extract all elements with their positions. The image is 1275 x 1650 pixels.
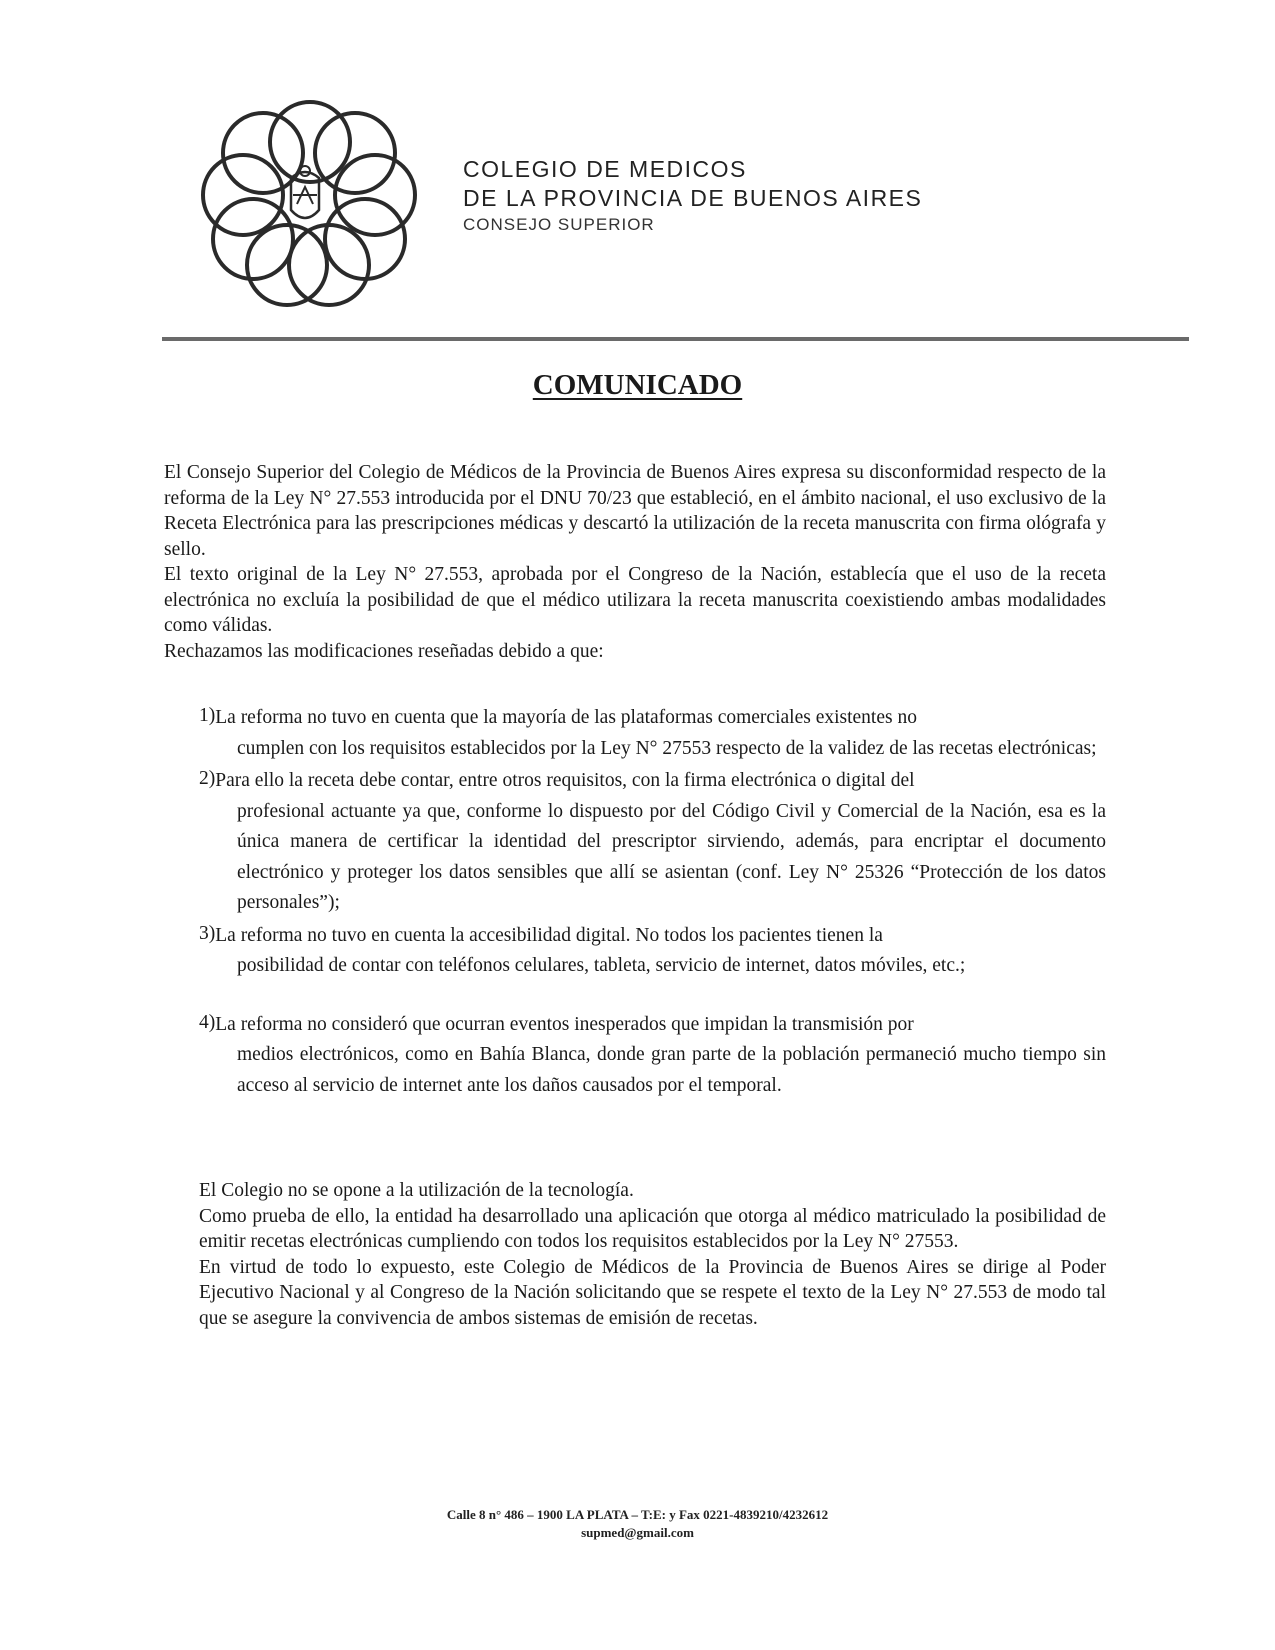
list-item-number: 2)	[199, 768, 216, 789]
list-item	[199, 766, 1106, 919]
org-subtitle: CONSEJO SUPERIOR	[463, 215, 655, 234]
list-item-text: cumplen con los requisitos establecidos por la Ley N° 27553 respecto de la validez de las recetas electrónicas;	[237, 737, 1097, 759]
document-title: COMUNICADO	[532, 369, 743, 401]
list-item-number: 3)	[199, 922, 216, 944]
header-divider	[162, 337, 1189, 341]
closing-paragraph-2: Como prueba de ello, la entidad ha desarrollado una aplicación que otorga al médico matriculado la posibilidad de emitir recetas electrónicas cumpliendo con todos los requisitos establecidos por la Ley N° 27553.	[199, 1205, 1106, 1252]
list-item-number: 1)	[199, 705, 216, 726]
list-item-text: posibilidad de contar con teléfonos celulares, tableta, servicio de internet, datos móviles, etc.;	[237, 955, 966, 976]
list-item-lead: La reforma no tuvo en cuenta la accesibilidad digital. No todos los pacientes tienen la	[215, 924, 883, 946]
list-item-number: 4)	[199, 1011, 216, 1033]
list-item-text: profesional actuante ya que, conforme lo dispuesto por del Código Civil y Comercial de la Nación, esa es la única manera de certificar la identidad del prescriptor sirviendo, además, para encriptar el documento electrónico y proteger los datos sensibles que allí se asientan (conf. Ley N° 25326 “Protección de los datos personales”);	[237, 800, 1106, 913]
shield-emblem-icon	[291, 166, 319, 218]
list-item-lead: La reforma no consideró que ocurran eventos inesperados que impidan la transmisión por	[215, 1013, 914, 1035]
list-item-lead: Para ello la receta debe contar, entre otros requisitos, con la firma electrónica o digital del	[215, 770, 915, 791]
reasons-list	[199, 703, 1106, 1103]
list-item	[199, 1010, 1106, 1102]
intro-paragraph-1: El Consejo Superior del Colegio de Médicos de la Provincia de Buenos Aires expresa su disconformidad respecto de la reforma de la Ley N° 27.553 introducida por el DNU 70/23 que estableció, en el ámbito nacional, el uso exclusivo de la Receta Electrónica para las prescripciones médicas y descartó la utilización de la receta manuscrita con firma ológrafa y sello.	[164, 462, 1106, 560]
intro-paragraph-3: Rechazamos las modificaciones reseñadas debido a que:	[164, 640, 604, 662]
intro-section	[164, 460, 1106, 664]
list-item-text: medios electrónicos, como en Bahía Blanca, donde gran parte de la población permaneció mucho tiempo sin acceso al servicio de internet ante los daños causados por el temporal.	[237, 1044, 1106, 1096]
organization-name	[463, 155, 922, 237]
list-item	[199, 921, 1106, 982]
footer	[0, 1506, 1275, 1542]
list-item	[199, 703, 1106, 764]
footer-email: supmed@gmail.com	[581, 1525, 694, 1540]
org-name-line2: DE LA PROVINCIA DE BUENOS AIRES	[463, 185, 923, 211]
footer-address: Calle 8 n° 486 – 1900 LA PLATA – T:E: y Fax 0221-4839210/4232612	[446, 1507, 829, 1522]
org-name-line1: COLEGIO DE MEDICOS	[463, 156, 747, 182]
closing-paragraph-3: En virtud de todo lo expuesto, este Colegio de Médicos de la Provincia de Buenos Aires se dirige al Poder Ejecutivo Nacional y al Congreso de la Nación solicitando que se respete el texto de la Ley N° 27.553 de modo tal que se asegure la convivencia de ambos sistemas de emisión de recetas.	[199, 1256, 1106, 1329]
closing-section	[199, 1178, 1106, 1331]
intro-paragraph-2: El texto original de la Ley N° 27.553, aprobada por el Congreso de la Nación, establecía que el uso de la receta electrónica no excluía la posibilidad de que el médico utilizara la receta manuscrita coexistiendo ambas modalidades como válidas.	[164, 564, 1106, 636]
colegio-logo	[195, 92, 425, 314]
list-item-lead: La reforma no tuvo en cuenta que la mayoría de las plataformas comerciales existentes no	[215, 707, 917, 728]
closing-paragraph-1: El Colegio no se opone a la utilización de la tecnología.	[199, 1180, 634, 1201]
